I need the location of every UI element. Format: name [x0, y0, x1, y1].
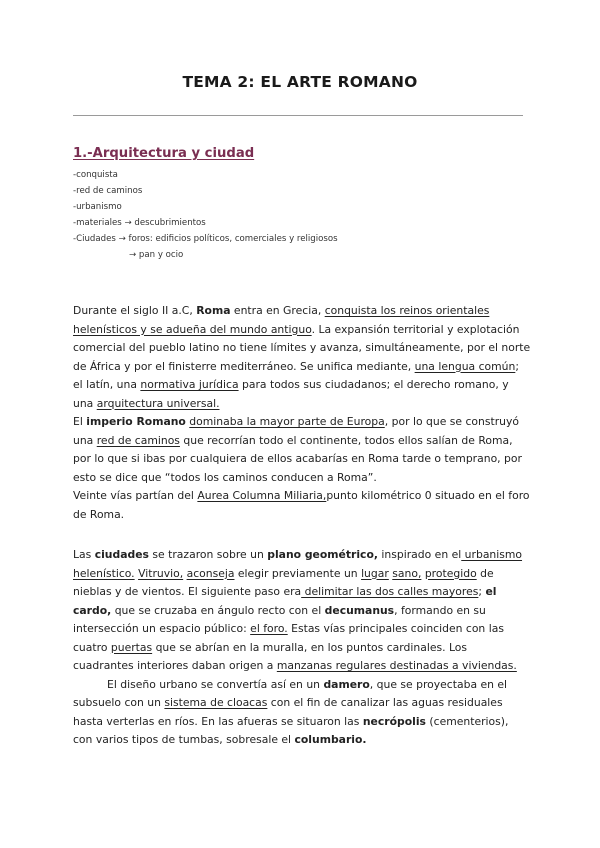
page-title: TEMA 2: EL ARTE ROMANO [182, 73, 418, 91]
bold-term: decumanus [324, 603, 395, 617]
text-run: , que se proyectaba en el subsuelo con un [73, 677, 508, 709]
text-run: El diseño urbano se convertía así en un [107, 677, 324, 691]
section-heading: 1.-Arquitectura y ciudad [73, 146, 255, 161]
outline-item: → pan y ocio [129, 250, 184, 260]
underlined-phrase: lugar [361, 566, 389, 580]
bold-term: Roma [196, 304, 231, 317]
underlined-phrase: puertas [110, 640, 153, 654]
outline-list [73, 167, 338, 263]
underlined-phrase: conquista los reinos orientales helenísticos y se adueña del mundo antiguo [73, 304, 490, 336]
outline-item: -conquista [73, 170, 118, 180]
underlined-phrase: normativa jurídica [140, 378, 239, 391]
underlined-phrase: el foro. [250, 622, 288, 635]
bold-term: el cardo, [73, 585, 497, 617]
paragraph [73, 676, 531, 750]
underlined-phrase: Aurea Columna Miliaria, [197, 489, 327, 502]
underlined-phrase: sano, [392, 566, 422, 580]
underlined-phrase: urbanismo helenístico. [73, 548, 523, 580]
bold-term: plano geométrico, [267, 548, 378, 561]
body-block-roma [73, 302, 531, 524]
title-divider [73, 115, 523, 116]
bold-term: damero [323, 677, 370, 691]
text-run: Durante el siglo II a.C, [73, 304, 197, 317]
underlined-phrase: dominaba la mayor parte de Europa [189, 415, 385, 428]
paragraph [73, 413, 531, 487]
underlined-phrase: sistema de cloacas [164, 696, 268, 709]
bold-term: ciudades [94, 548, 149, 561]
text-run: El [73, 415, 87, 428]
text-run: con el fin de canalizar las aguas residuales hasta verterlas en ríos. En las afueras se situaron las [73, 696, 503, 728]
underlined-phrase: una lengua común [414, 359, 516, 373]
bold-term: columbario. [294, 733, 367, 746]
text-run: entra en Grecia, [230, 304, 325, 317]
text-run: , formando en su intersección un espacio público: [73, 603, 486, 635]
underlined-phrase: aconseja [186, 566, 235, 580]
underlined-phrase: red de caminos [96, 433, 180, 447]
text-run: (cementerios), con varios tipos de tumbas, sobresale el [73, 714, 509, 746]
paragraph [73, 302, 531, 413]
outline-item: -Ciudades → foros: edificios políticos, comerciales y religiosos [73, 234, 338, 244]
outline-item: -red de caminos [73, 186, 143, 196]
text-run: ; [478, 585, 486, 598]
bold-term: necrópolis [362, 714, 426, 728]
text-run: . La expansión territorial y explotación comercial del pueblo latino no tiene límites y avanza, simultáneamente, por el norte de África y por el finisterre mediterráneo. Se unifica mediante, [73, 322, 531, 373]
bold-term: imperio Romano [86, 415, 186, 428]
underlined-phrase: Vitruvio, [138, 566, 184, 580]
text-run: Las [73, 548, 95, 561]
underlined-phrase: arquitectura universal. [96, 396, 220, 410]
text-run: que recorrían todo el continente, todos ellos salían de Roma, por lo que si ibas por cualquiera de ellos acabarías en Roma tarde o temprano, por esto se dice que “todos los caminos conducen a Roma”. [73, 433, 522, 484]
outline-item: -materiales → descubrimientos [73, 218, 206, 228]
underlined-phrase: protegido [424, 566, 477, 580]
text-run: , por lo que se construyó una [73, 415, 519, 447]
underlined-phrase: manzanas regulares destinadas a viviendas. [276, 659, 517, 672]
outline-item: -urbanismo [73, 202, 122, 212]
text-run: se trazaron sobre un [148, 548, 268, 561]
text-run: que se cruzaba en ángulo recto con el [111, 603, 325, 617]
paragraph [73, 487, 531, 524]
text-run: inspirado en el [377, 548, 462, 561]
text-run: para todos sus ciudadanos; el derecho romano, y una [73, 378, 509, 410]
text-run: elegir previamente un [234, 566, 362, 580]
text-run: Veinte vías partían del [73, 489, 198, 502]
paragraph [73, 546, 531, 676]
text-run: Estas vías principales coinciden con las cuatro [73, 622, 504, 654]
text-run: de nieblas y de vientos. El siguiente paso era [73, 566, 494, 598]
underlined-phrase: delimitar las dos calles mayores [301, 585, 479, 598]
body-block-ciudades [73, 546, 531, 750]
text-run: punto kilométrico 0 situado en el foro de Roma. [73, 489, 530, 521]
text-run: ; el latín, una [73, 359, 519, 391]
text-run: que se abrían en la muralla, en los puntos cardinales. Los cuadrantes interiores daban origen a [73, 640, 468, 672]
